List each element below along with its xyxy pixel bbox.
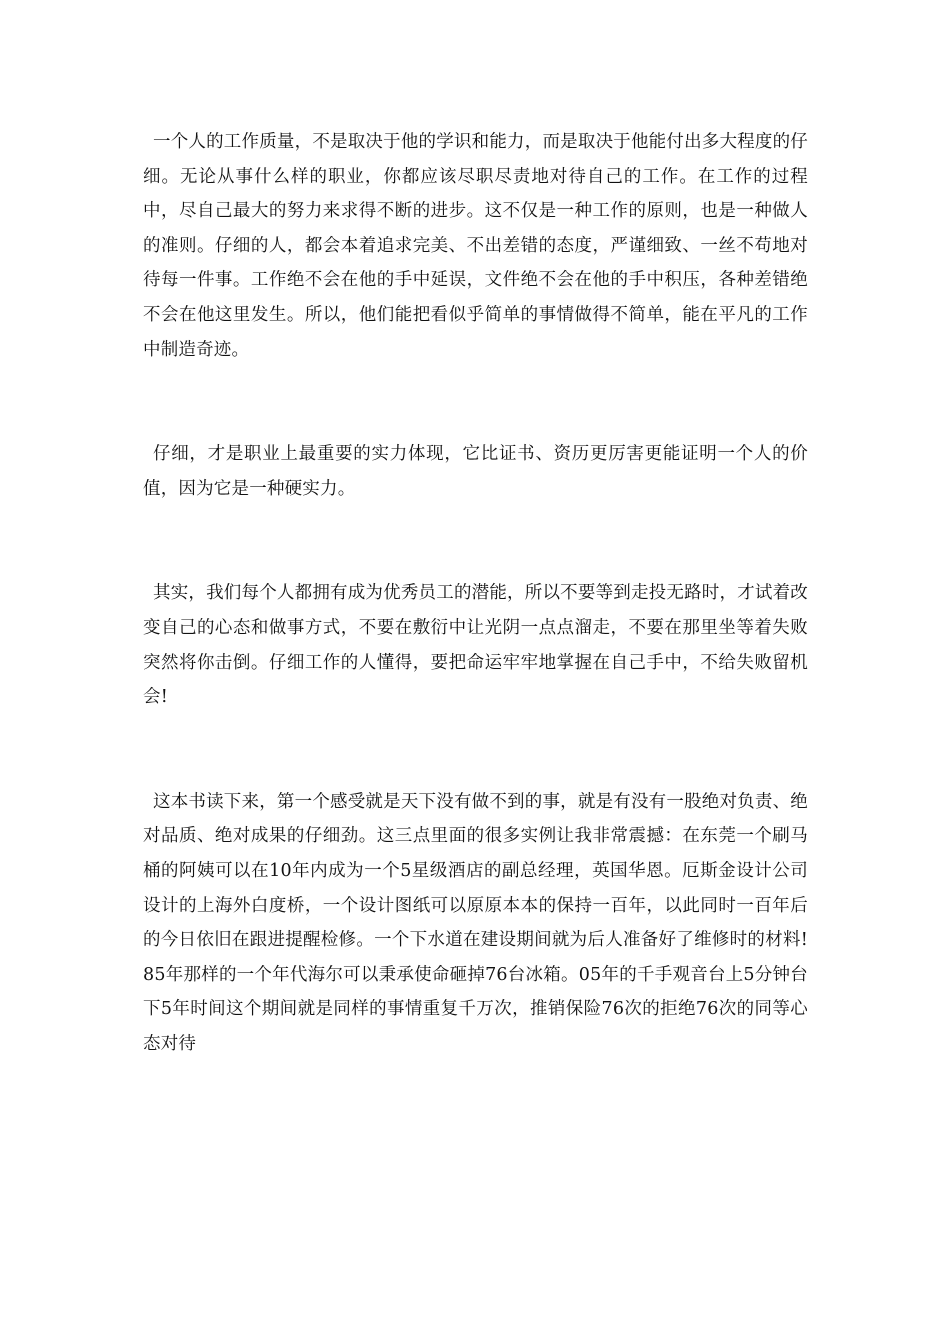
document-body	[143, 125, 808, 1061]
paragraph-3: 其实，我们每个人都拥有成为优秀员工的潜能，所以不要等到走投无路时，才试着改变自己的心态和做事方式，不要在敷衍中让光阴一点点溜走，不要在那里坐等着失败突然将你击倒。仔细工作的人懂得，要把命运牢牢地掌握在自己手中，不给失败留机会!	[143, 583, 808, 708]
paragraph-2: 仔细，才是职业上最重要的实力体现，它比证书、资历更厉害更能证明一个人的价值，因为它是一种硬实力。	[143, 444, 808, 499]
paragraph-4: 这本书读下来，第一个感受就是天下没有做不到的事，就是有没有一股绝对负责、绝对品质、绝对成果的仔细劲。这三点里面的很多实例让我非常震撼：在东莞一个刷马桶的阿姨可以在10年内成为一个5星级酒店的副总经理，英国华恩。厄斯金设计公司设计的上海外白度桥，一个设计图纸可以原原本本的保持一百年，以此同时一百年后的今日依旧在跟进提醒检修。一个下水道在建设期间就为后人准备好了维修时的材料!85年那样的一个年代海尔可以秉承使命砸掉76台冰箱。05年的千手观音台上5分钟台下5年时间这个期间就是同样的事情重复千万次，推销保险76次的拒绝76次的同等心态对待	[143, 791, 808, 1054]
paragraph-1: 一个人的工作质量，不是取决于他的学识和能力，而是取决于他能付出多大程度的仔细。无论从事什么样的职业，你都应该尽职尽责地对待自己的工作。在工作的过程中，尽自己最大的努力来求得不断的进步。这不仅是一种工作的原则，也是一种做人的准则。仔细的人，都会本着追求完美、不出差错的态度，严谨细致、一丝不苟地对待每一件事。工作绝不会在他的手中延误，文件绝不会在他的手中积压，各种差错绝不会在他这里发生。所以，他们能把看似乎简单的事情做得不简单，能在平凡的工作中制造奇迹。	[143, 132, 808, 360]
